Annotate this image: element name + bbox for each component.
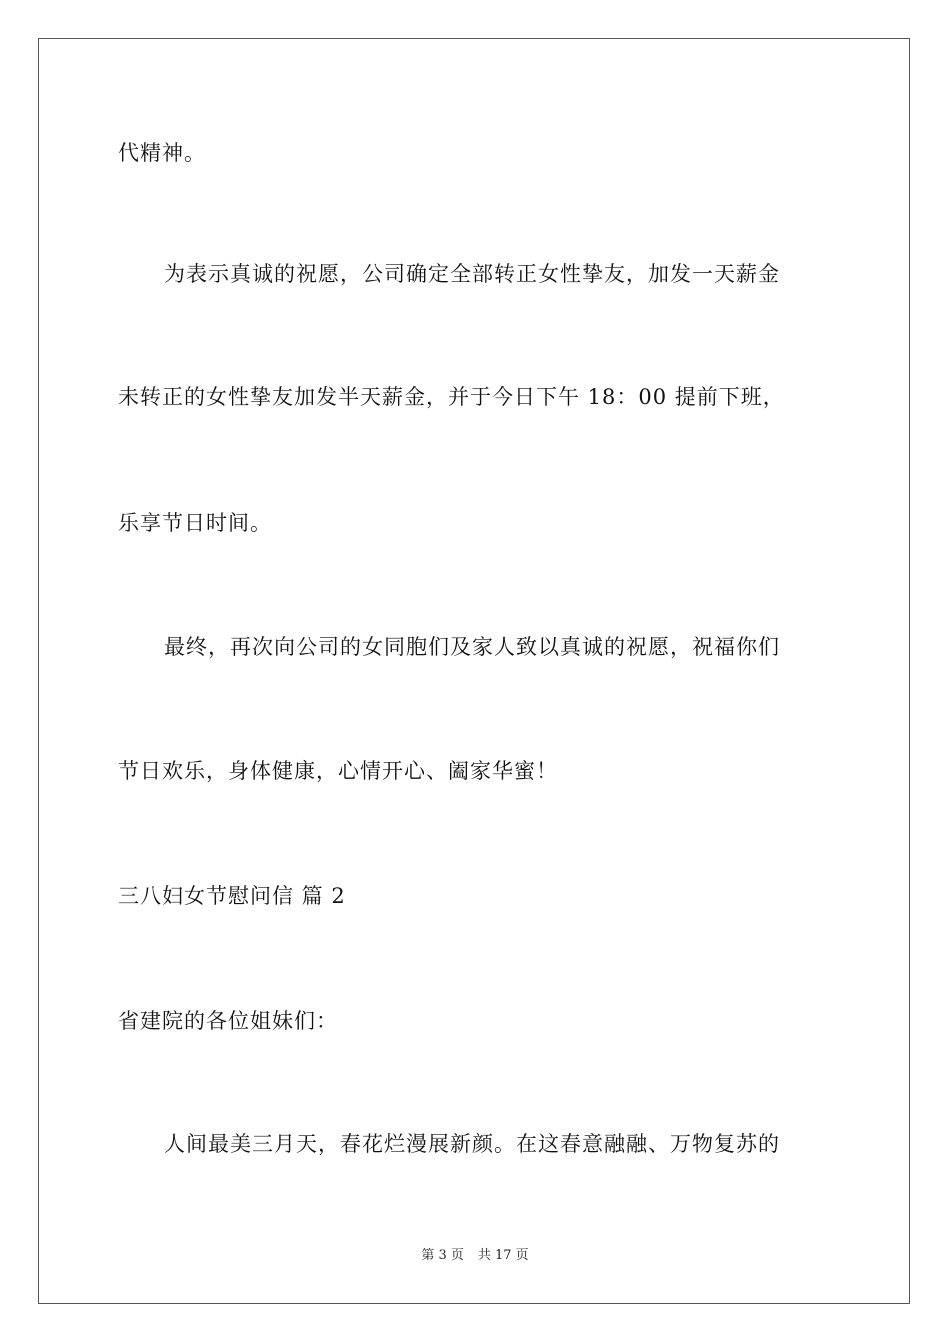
page-border bbox=[38, 38, 910, 1304]
paragraph-line: 人间最美三月天，春花烂漫展新颜。在这春意融融、万物复苏的 bbox=[164, 1132, 780, 1156]
section-heading: 三八妇女节慰问信 篇 2 bbox=[118, 884, 346, 908]
salutation-line: 省建院的各位姐妹们： bbox=[118, 1009, 338, 1033]
paragraph-line: 未转正的女性挚友加发半天薪金，并于今日下午 18：00 提前下班， bbox=[118, 385, 785, 409]
page-total: 共 17 页 bbox=[477, 1248, 529, 1263]
page-footer bbox=[0, 1247, 950, 1265]
paragraph-line: 最终，再次向公司的女同胞们及家人致以真诚的祝愿，祝福你们 bbox=[164, 635, 780, 659]
paragraph-line: 乐享节日时间。 bbox=[118, 511, 272, 535]
paragraph-line: 代精神。 bbox=[118, 141, 206, 165]
paragraph-line: 为表示真诚的祝愿，公司确定全部转正女性挚友，加发一天薪金 bbox=[164, 262, 780, 286]
page-number: 第 3 页 bbox=[421, 1248, 464, 1263]
paragraph-line: 节日欢乐，身体健康，心情开心、阖家华蜜！ bbox=[118, 759, 558, 783]
